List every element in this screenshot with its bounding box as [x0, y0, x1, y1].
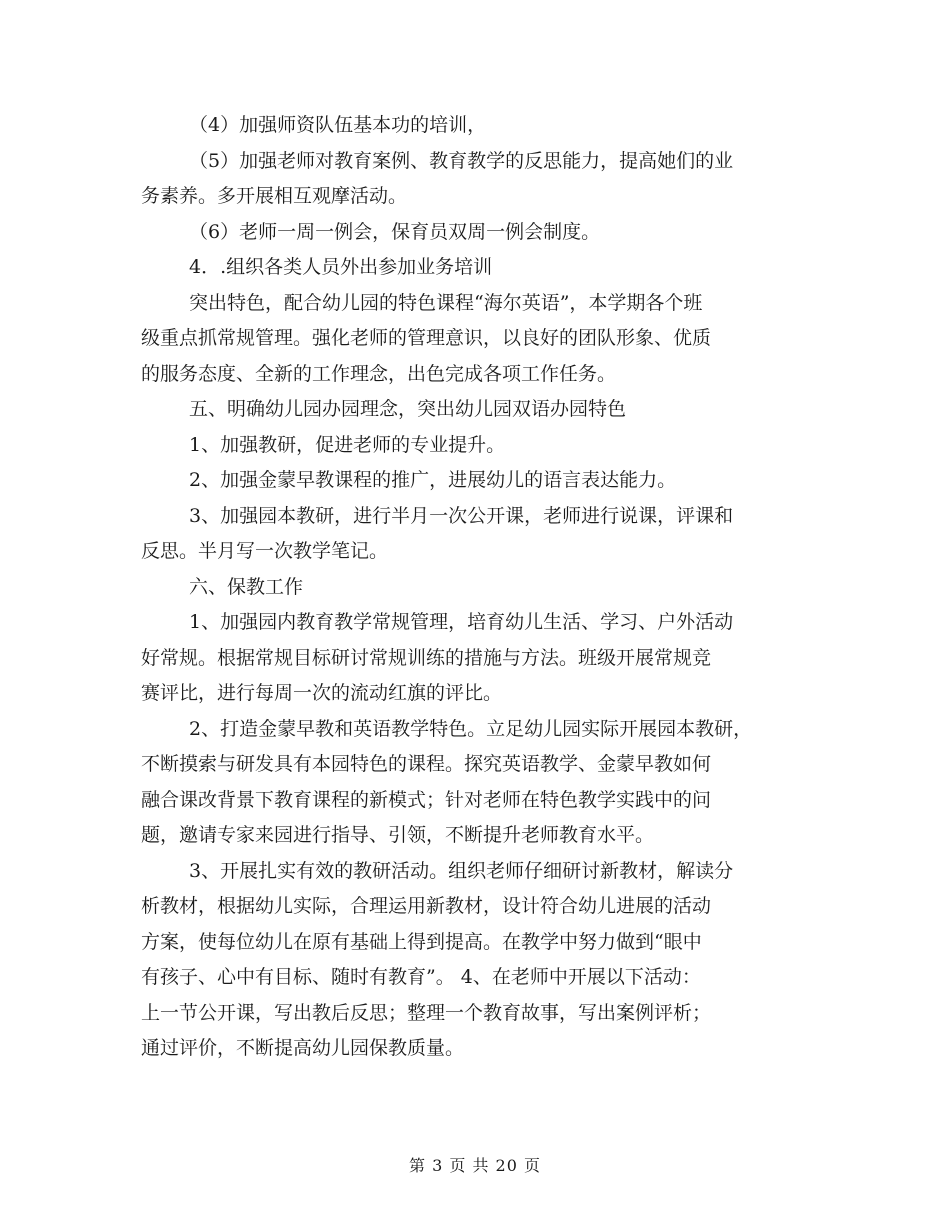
text-line: 题，邀请专家来园进行指导、引领，不断提升老师教育水平。	[141, 824, 655, 846]
text-line: 析教材，根据幼儿实际，合理运用新教材，设计符合幼儿进展的活动	[141, 895, 712, 917]
text-line: 3、开展扎实有效的教研活动。组织老师仔细研讨新教材，解读分	[189, 859, 734, 882]
paragraph	[141, 499, 831, 570]
text-line: 好常规。根据常规目标研讨常规训练的措施与方法。班级开展常规竞	[141, 646, 712, 669]
text-line: 1、加强教研，促进老师的专业提升。	[189, 433, 506, 456]
text-line: （5）加强老师对教育案例、教育教学的反思能力，提高她们的业	[189, 149, 734, 172]
text-line: 通过评价，不断提高幼儿园保教质量。	[141, 1037, 465, 1059]
text-line: 五、明确幼儿园办园理念，突出幼儿园双语办园特色	[189, 398, 627, 420]
paragraph	[141, 392, 831, 428]
paragraph	[141, 286, 831, 393]
paragraph	[141, 215, 831, 251]
paragraph	[141, 712, 831, 854]
text-line: （4）加强师资队伍基本功的培训，	[189, 114, 487, 136]
text-line: 突出特色，配合幼儿园的特色课程“海尔英语”，本学期各个班	[189, 291, 703, 314]
paragraph	[141, 144, 831, 215]
text-line: 赛评比，进行每周一次的流动红旗的评比。	[141, 682, 503, 704]
text-line: 融合课改背景下教育课程的新模式；针对老师在特色教学实践中的问	[141, 788, 712, 811]
text-line: 务素养。多开展相互观摩活动。	[141, 185, 408, 207]
text-line: 4．.组织各类人员外出参加业务培训	[189, 256, 493, 278]
paragraph	[141, 463, 831, 499]
text-line: 3、加强园本教研，进行半月一次公开课，老师进行说课，评课和	[189, 504, 734, 527]
text-line: 方案，使每位幼儿在原有基础上得到提高。在教学中努力做到“眼中	[141, 930, 702, 953]
text-line: 1、加强园内教育教学常规管理，培育幼儿生活、学习、户外活动	[189, 611, 734, 633]
text-line: 的服务态度、全新的工作理念，出色完成各项工作任务。	[141, 362, 617, 385]
paragraph	[141, 250, 831, 286]
text-line: 级重点抓常规管理。强化老师的管理意识，以良好的团队形象、优质	[141, 327, 712, 349]
paragraph	[141, 570, 831, 606]
text-line: （6）老师一周一例会，保育员双周一例会制度。	[189, 220, 601, 243]
text-line: 有孩子、心中有目标、随时有教育”。 4、在老师中开展以下活动：	[141, 966, 701, 988]
paragraph	[141, 428, 831, 464]
text-line: 2、加强金蒙早教课程的推广，进展幼儿的语言表达能力。	[189, 469, 677, 491]
text-line: 上一节公开课，写出教后反思；整理一个教育故事，写出案例评析；	[141, 1001, 712, 1024]
page-footer: 第 3 页 共 20 页	[409, 1156, 541, 1175]
paragraph	[141, 108, 831, 144]
paragraph	[141, 854, 831, 1067]
text-line: 反思。半月写一次教学笔记。	[141, 540, 389, 562]
text-line: 不断摸索与研发具有本园特色的课程。探究英语教学、金蒙早教如何	[141, 753, 712, 775]
paragraph	[141, 605, 831, 712]
document-body	[141, 108, 831, 1067]
text-line: 六、保教工作	[189, 575, 304, 598]
text-line: 2、打造金蒙早教和英语教学特色。立足幼儿园实际开展园本教研，	[189, 717, 753, 740]
